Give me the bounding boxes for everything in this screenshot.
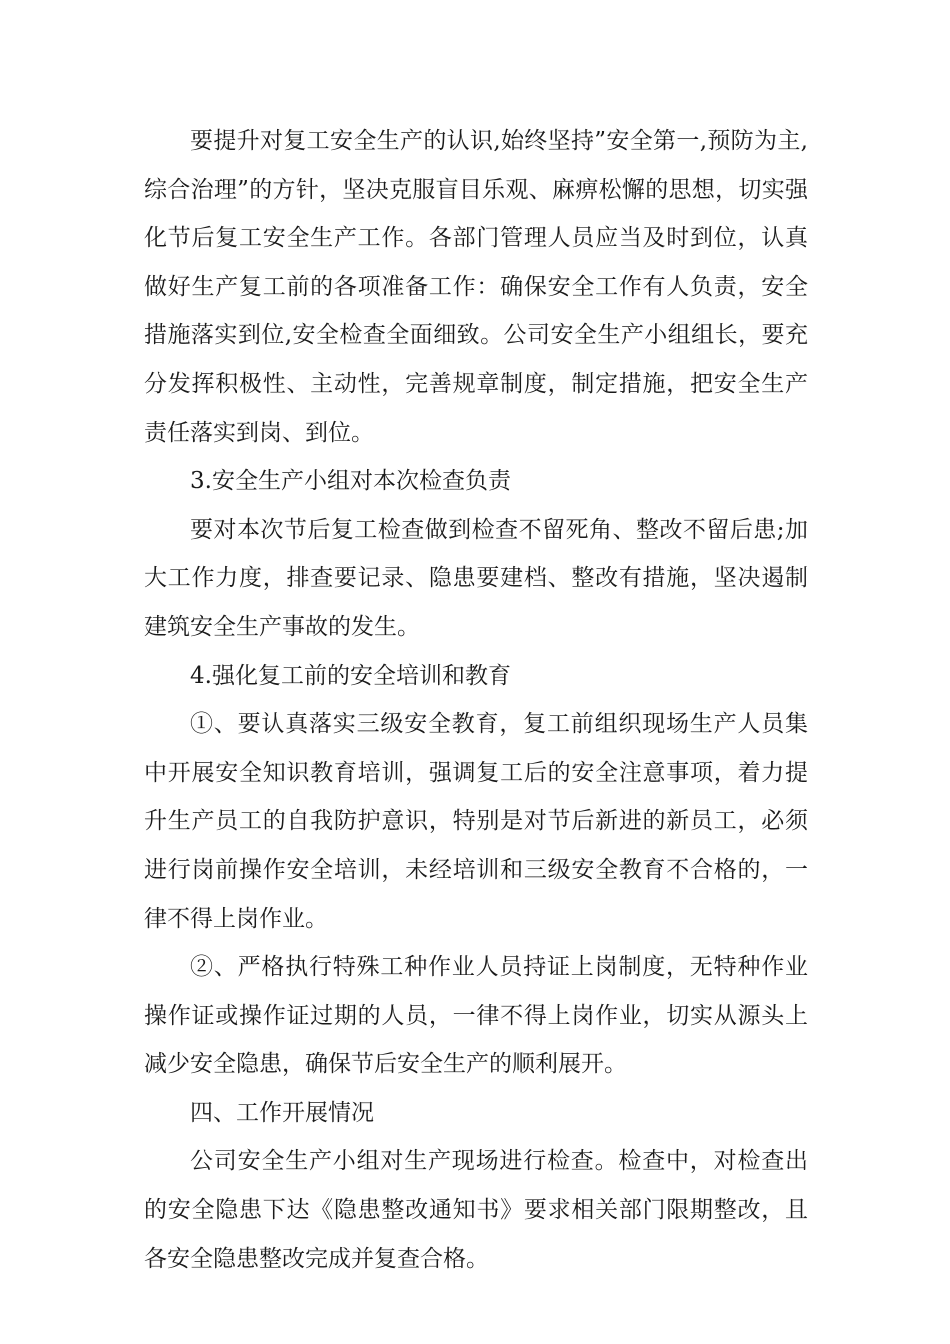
paragraph-work-progress: 公司安全生产小组对生产现场进行检查。检查中，对检查出的安全隐患下达《隐患整改通知书》要求相关部门限期整改，且各安全隐患整改完成并复查合格。 [144, 1148, 808, 1272]
heading-work-progress: 四、工作开展情况 [190, 1099, 374, 1126]
paragraph-inspection-details: 要对本次节后复工检查做到检查不留死角、整改不留后患;加大工作力度，排查要记录、隐患要建档、整改有措施，坚决遏制建筑安全生产事故的发生。 [144, 516, 808, 640]
paragraph-safety-awareness: 要提升对复工安全生产的认识,始终坚持”安全第一,预防为主,综合治理”的方针，坚决克服盲目乐观、麻痹松懈的思想，切实强化节后复工安全生产工作。各部门管理人员应当及时到位，认真做好生产复工前的各项准备工作：确保安全工作有人负责，安全措施落实到位,安全检查全面细致。公司安全生产小组组长，要充分发挥积极性、主动性，完善规章制度，制定措施，把安全生产责任落实到岗、到位。 [144, 128, 808, 446]
document-body [144, 117, 808, 1283]
paragraph-certified-operators: ②、严格执行特殊工种作业人员持证上岗制度，无特种作业操作证或操作证过期的人员，一律不得上岗作业，切实从源头上减少安全隐患，确保节后安全生产的顺利展开。 [144, 954, 808, 1078]
heading-inspection-responsibility: 3.安全生产小组对本次检查负责 [190, 468, 511, 495]
heading-safety-training: 4.强化复工前的安全培训和教育 [190, 662, 511, 689]
paragraph-three-level-education: ①、要认真落实三级安全教育，复工前组织现场生产人员集中开展安全知识教育培训，强调复工后的安全注意事项，着力提升生产员工的自我防护意识，特别是对节后新进的新员工，必须进行岗前操作安全培训，未经培训和三级安全教育不合格的，一律不得上岗作业。 [144, 711, 808, 932]
